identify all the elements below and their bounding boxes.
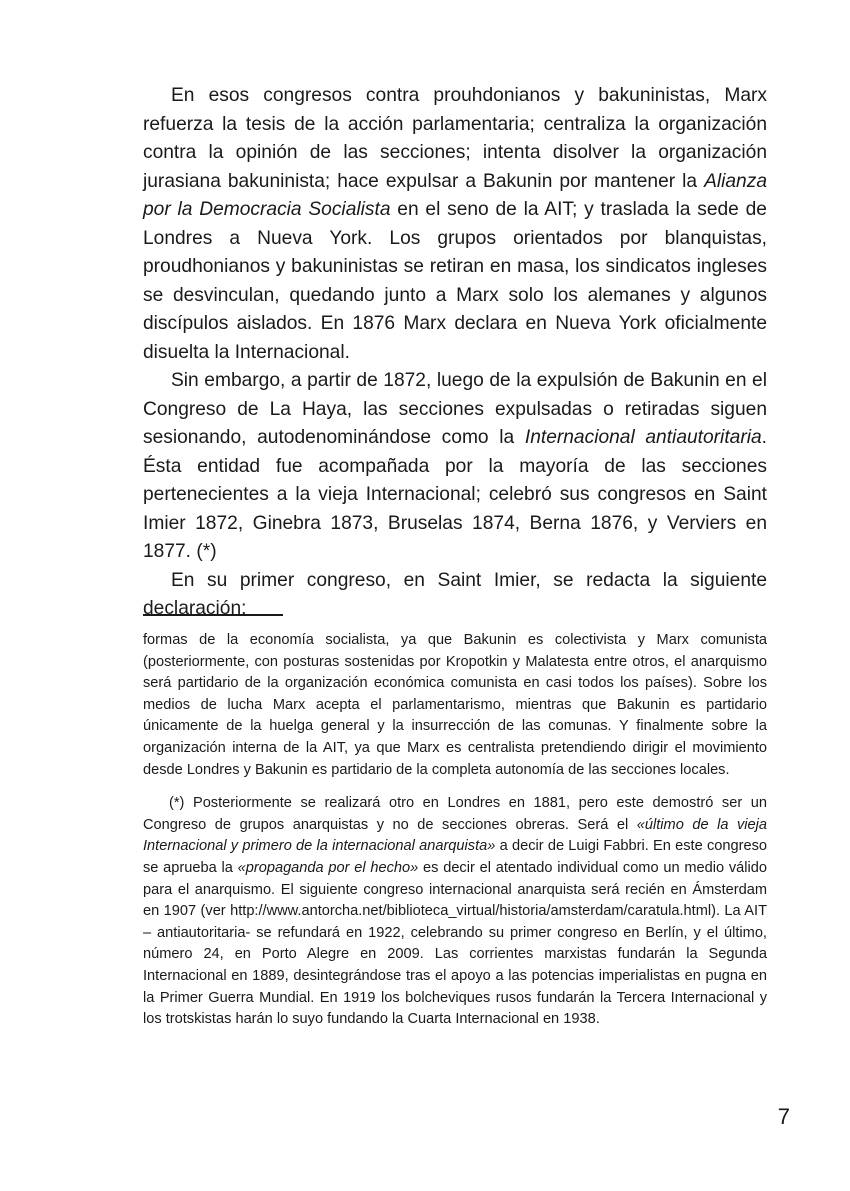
footnote-separator <box>143 614 283 616</box>
main-text <box>143 82 767 624</box>
paragraph-1-text-a: En esos congresos contra prouhdonianos y bakuninistas, Marx refuerza la tesis de la acción parlamentaria; centraliza la organización contra la opinión de las secciones; intenta disolver la organización jurasiana bakuninista; hace expulsar a Bakunin por mantener la <box>143 85 767 192</box>
paragraph-2-text-a: Sin embargo, a partir de 1872, luego de la expulsión de Bakunin en el Congreso de La Haya, las secciones expulsadas o retiradas siguen sesionando, autodenominándose como la <box>143 370 767 448</box>
paragraph-2-text-b: . Ésta entidad fue acompañada por la mayoría de las secciones pertenecientes a la vieja Internacional; celebró sus congresos en Saint Imier 1872, Ginebra 1873, Bruselas 1874, Berna 1876, y Verviers en 1877. (*) <box>143 427 767 562</box>
paragraph-1 <box>143 82 767 367</box>
paragraph-3: En su primer congreso, en Saint Imier, se redacta la siguiente declaración: <box>143 569 767 619</box>
footnote-text-c: es decir el atentado individual como un medio válido para el anarquismo. El siguiente congreso internacional anarquista será recién en Ámsterdam en 1907 (ver http://www.antorcha.net/biblioteca_virtual/historia/amsterdam/caratula.html). La AIT – antiautoritaria- se refundará en 1922, celebrando su primer congreso en Berlín, y el último, número 24, en Porto Alegre en 2009. Las corrientes marxistas fundarán la Segunda Internacional en 1889, desintegrándose tras el apoyo a las potencias imperialistas en pugna en la Primer Guerra Mundial. En 1919 los bolcheviques rusos fundarán la Tercera Internacional y los trotskistas harán lo suyo fundando la Cuarta Internacional en 1938. <box>143 859 767 1028</box>
page-number: 7 <box>777 1104 790 1129</box>
footnote-text-b: a decir de Luigi Fabbri. En este congreso se aprueba la <box>143 838 767 876</box>
paragraph-2-italic: Internacional antiautoritaria <box>524 427 762 448</box>
footnote-italic-2: «propaganda por el hecho» <box>237 859 419 876</box>
footnote-asterisk <box>143 793 767 1031</box>
footnotes <box>143 630 767 1031</box>
footnote-text-a: (*) Posteriormente se realizará otro en Londres en 1881, pero este demostró ser un Congreso de grupos anarquistas y no de secciones obreras. Será el <box>143 795 767 833</box>
footnote-continued: formas de la economía socialista, ya que Bakunin es colectivista y Marx comunista (posteriormente, con posturas sostenidas por Kropotkin y Malatesta entre otros, el anarquismo será partidario de la organización económica comunista en casi todos los países). Sobre los medios de lucha Marx acepta el parlamentarismo, mientras que Bakunin es partidario únicamente de la huelga general y la insurrección de las comunas. Y finalmente sobre la organización interna de la AIT, ya que Marx es centralista pretendiendo dirigir el movimiento desde Londres y Bakunin es partidario de la completa autonomía de las secciones locales. <box>143 632 767 778</box>
paragraph-1-text-b: en el seno de la AIT; y traslada la sede de Londres a Nueva York. Los grupos orientados por blanquistas, proudhonianos y bakuninistas se retiran en masa, los sindicatos ingleses se desvinculan, quedando junto a Marx solo los alemanes y algunos discípulos aislados. En 1876 Marx declara en Nueva York oficialmente disuelta la Internacional. <box>143 199 767 363</box>
paragraph-2 <box>143 367 767 567</box>
footnote-italic-1: «último de la vieja Internacional y primero de la internacional anarquista» <box>143 816 767 855</box>
paragraph-1-italic: Alianza por la Democracia Socialista <box>143 170 767 220</box>
